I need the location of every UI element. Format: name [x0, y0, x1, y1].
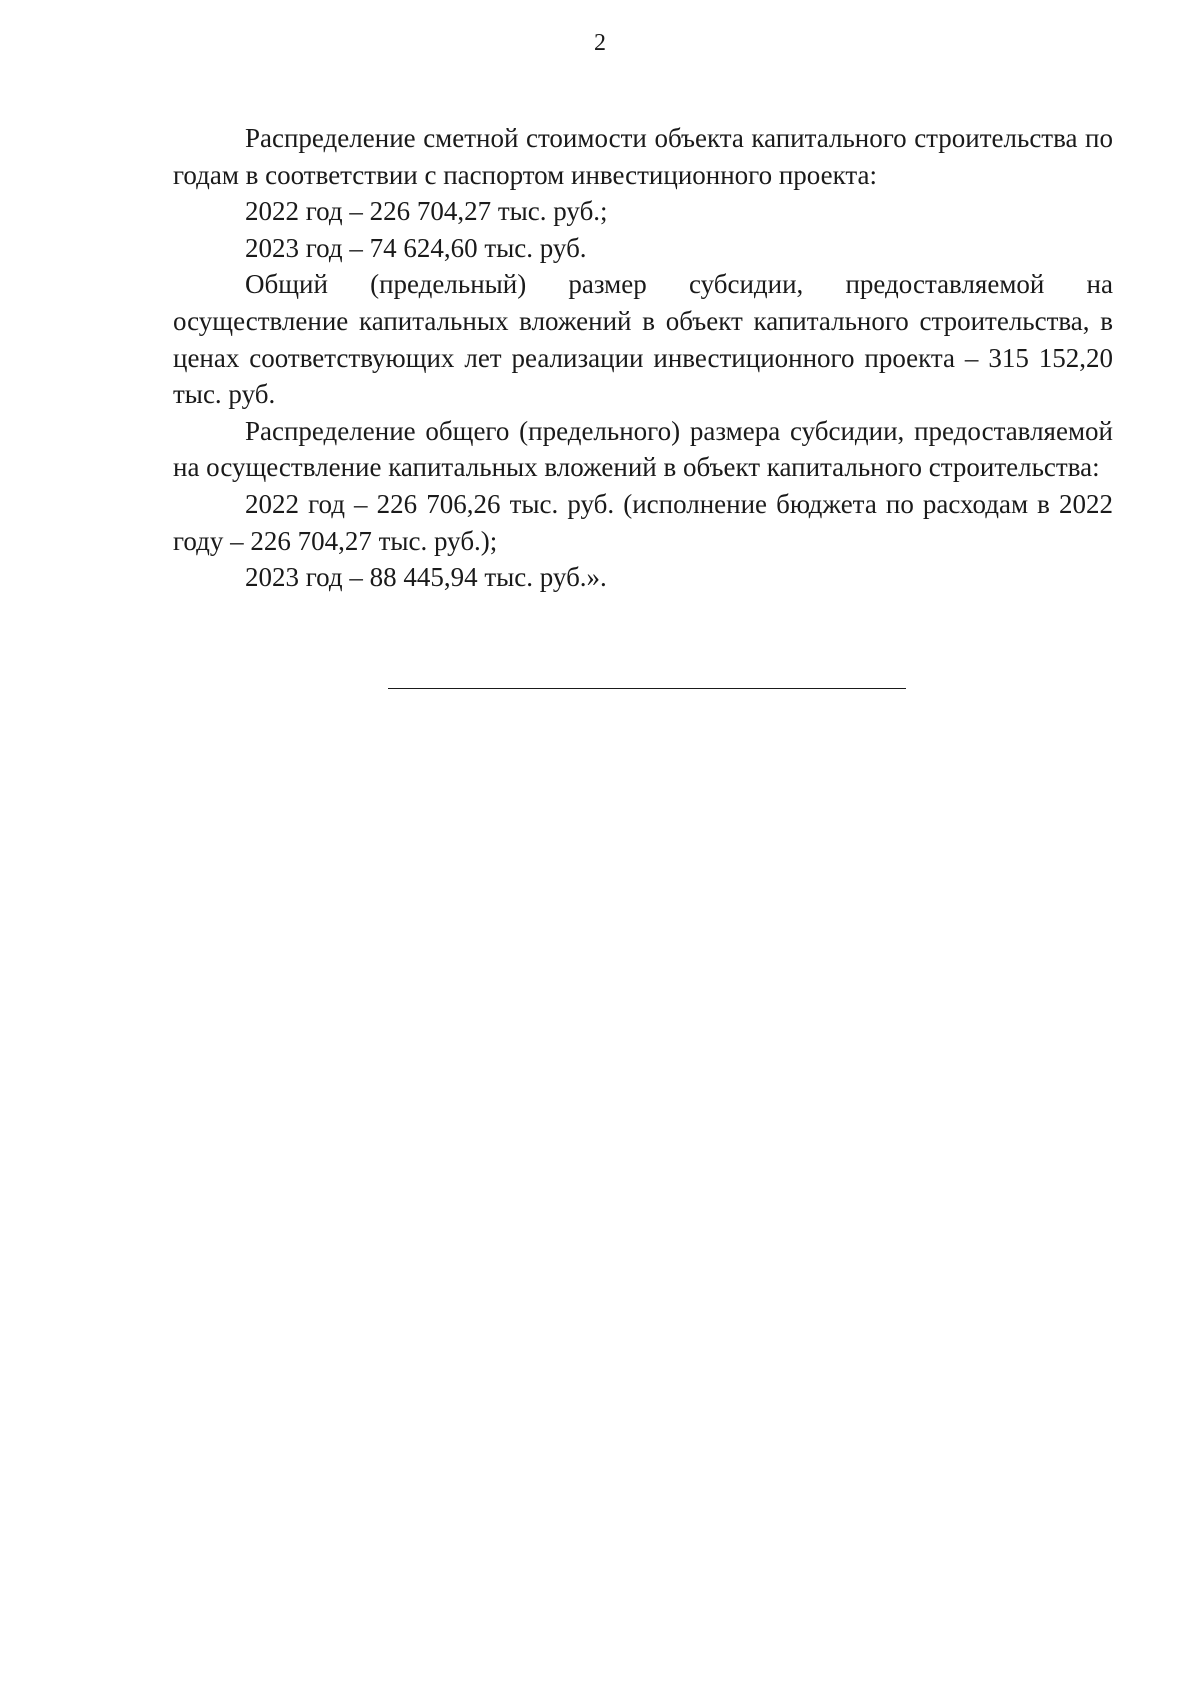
- paragraph-cost-2023: 2023 год – 74 624,60 тыс. руб.: [245, 232, 587, 263]
- paragraph-subsidy-2022: 2022 год – 226 706,26 тыс. руб. (исполнение бюджета по расходам в 2022 году – 226 704,27 тыс. руб.);: [173, 488, 1113, 556]
- paragraph-subsidy-distribution: Распределение общего (предельного) размера субсидии, предоставляемой на осуществление капитальных вложений в объект капитального строительства:: [173, 415, 1113, 483]
- paragraph-subsidy-total: Общий (предельный) размер субсидии, предоставляемой на осуществление капитальных вложений в объект капитального строительства, в ценах соответствующих лет реализации инвестиционного проекта – 315 152,20 тыс. руб.: [173, 269, 1113, 410]
- end-separator-line: [388, 688, 906, 689]
- paragraph-cost-distribution: Распределение сметной стоимости объекта капитального строительства по годам в соответствии с паспортом инвестиционного проекта:: [173, 123, 1113, 190]
- paragraph-cost-2022: 2022 год – 226 704,27 тыс. руб.;: [245, 196, 608, 227]
- page-number: 2: [594, 30, 606, 56]
- document-body: [173, 120, 1113, 596]
- paragraph-subsidy-2023: 2023 год – 88 445,94 тыс. руб.».: [245, 562, 607, 593]
